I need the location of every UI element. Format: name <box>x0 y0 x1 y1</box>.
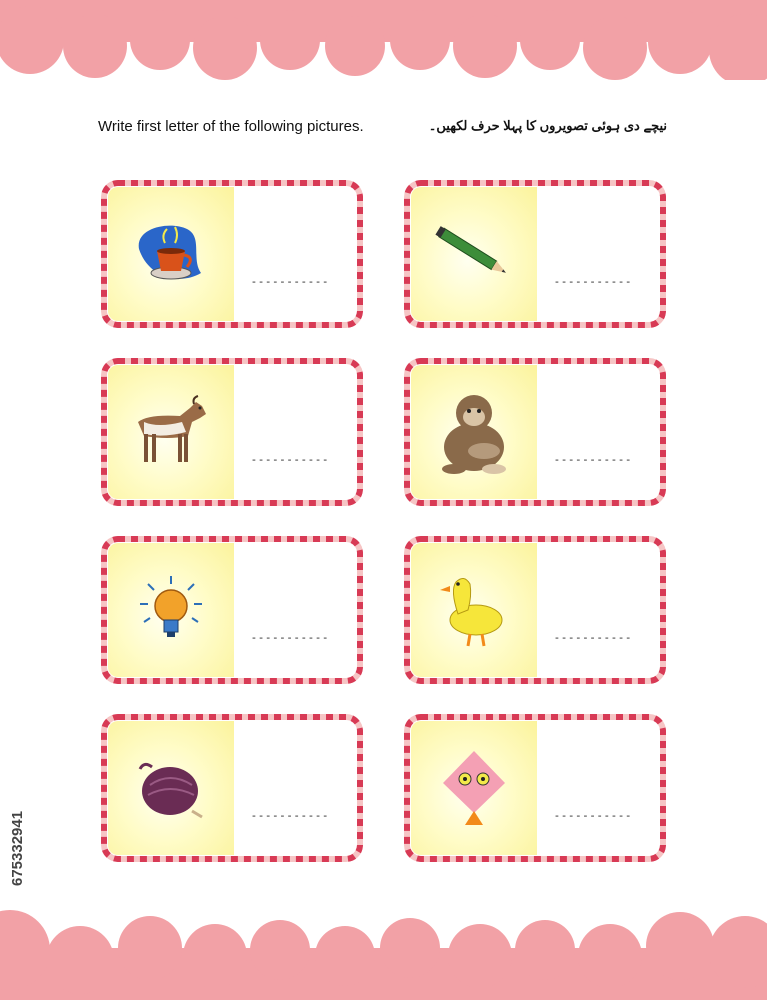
monkey-icon <box>432 387 516 477</box>
answer-box[interactable] <box>234 365 356 499</box>
answer-blank: ----------- <box>553 631 632 644</box>
picture-area <box>108 543 234 677</box>
picture-card <box>404 358 666 506</box>
picture-card <box>101 358 363 506</box>
answer-blank: ----------- <box>250 453 329 466</box>
answer-blank: ----------- <box>250 631 329 644</box>
picture-area <box>411 721 537 855</box>
svg-text:675332941: 675332941 <box>9 810 26 886</box>
picture-area <box>108 365 234 499</box>
answer-blank: ----------- <box>250 275 329 288</box>
cloud-border-top <box>0 0 767 80</box>
instruction-english: Write first letter of the following pictures. <box>98 118 364 135</box>
picture-card <box>101 180 363 328</box>
duck-icon <box>436 570 512 650</box>
picture-area <box>411 543 537 677</box>
answer-box[interactable] <box>537 187 659 321</box>
cup-icon <box>131 219 211 289</box>
kite-icon <box>439 749 509 827</box>
picture-card <box>404 714 666 862</box>
picture-area <box>411 365 537 499</box>
bulb-icon <box>136 574 206 646</box>
answer-blank: ----------- <box>553 275 632 288</box>
pencil-icon <box>429 224 519 284</box>
picture-card <box>101 714 363 862</box>
answer-blank: ----------- <box>553 809 632 822</box>
answer-blank: ----------- <box>250 809 329 822</box>
picture-card <box>101 536 363 684</box>
stock-id-text <box>6 768 30 888</box>
picture-area <box>108 721 234 855</box>
answer-box[interactable] <box>537 543 659 677</box>
answer-blank: ----------- <box>553 453 632 466</box>
answer-box[interactable] <box>234 543 356 677</box>
answer-box[interactable] <box>537 365 659 499</box>
picture-area <box>411 187 537 321</box>
picture-card <box>404 536 666 684</box>
onion-icon <box>136 755 206 821</box>
instruction-urdu: نیچے دی ہوئی تصویروں کا پہلا حرف لکھیں۔ <box>428 118 667 133</box>
cloud-border-bottom <box>0 890 767 1000</box>
picture-area <box>108 187 234 321</box>
answer-box[interactable] <box>234 187 356 321</box>
answer-box[interactable] <box>537 721 659 855</box>
answer-box[interactable] <box>234 721 356 855</box>
picture-card <box>404 180 666 328</box>
goat-icon <box>128 392 214 472</box>
